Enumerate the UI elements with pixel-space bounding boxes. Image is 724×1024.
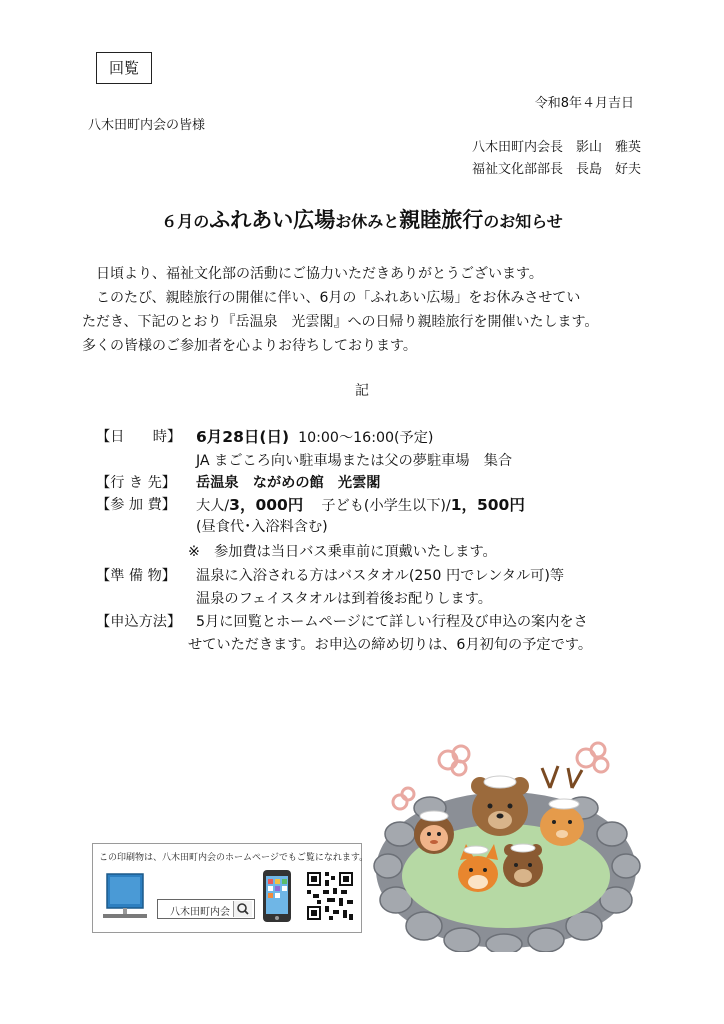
event-time: 10:00〜16:00(予定)	[298, 430, 434, 446]
fee-child: 1，500円	[450, 496, 525, 514]
homepage-notice-box	[92, 843, 369, 933]
detail-row-apply-2	[0, 634, 724, 656]
apply-line: せていただきます。お申込の締め切りは、6月初旬の予定です。	[188, 637, 593, 653]
event-date: 6月28日(日)	[196, 428, 290, 446]
body-line: ただき、下記のとおり『岳温泉 光雲閣』への日帰り親睦旅行を開催いたします。	[82, 314, 599, 330]
detail-label: 【日 時】	[96, 429, 182, 445]
ki-heading: 記	[355, 383, 369, 399]
body-line: このたび、親睦旅行の開催に伴い、6月の「ふれあい広場」をお休みさせてい	[96, 290, 581, 306]
prep-line: 温泉のフェイスタオルは到着後お配りします。	[196, 591, 492, 607]
title-emphasis: 親睦旅行	[399, 208, 484, 232]
title-part: お休みと	[335, 212, 400, 231]
fee-adult: 3，000円	[229, 496, 304, 514]
detail-row-meeting	[0, 450, 724, 472]
qr-code	[305, 870, 355, 922]
greeting-paragraph	[82, 262, 642, 358]
issue-date: 令和8年４月吉日	[534, 96, 634, 111]
computer-icon	[101, 872, 149, 924]
detail-label: 【申込方法】	[96, 614, 182, 630]
detail-label: 【準 備 物】	[96, 568, 176, 584]
title-part: のお知らせ	[483, 212, 563, 231]
fee-note: ※ 参加費は当日バス乗車前に頂戴いたします。	[188, 544, 497, 560]
apply-line: 5月に回覧とホームページにて詳しい行程及び申込の案内をさ	[196, 614, 588, 630]
homepage-notice-text: この印刷物は、八木田町内会のホームページでもご覧になれます。	[99, 853, 369, 863]
meeting-place: JA まごころ向い駐車場または父の夢駐車場 集合	[196, 453, 513, 469]
detail-row-date	[0, 426, 724, 448]
smartphone-icon	[259, 868, 297, 928]
search-button[interactable]	[233, 901, 252, 917]
sender-chairman: 八木田町内会長 影山 雅英	[472, 140, 642, 155]
fee-child-prefix: 子ども(小学生以下)/	[321, 498, 451, 514]
detail-row-destination	[0, 472, 724, 494]
detail-row-apply	[0, 611, 724, 633]
body-line: 多くの皆様のご参加者を心よりお待ちしております。	[82, 338, 417, 354]
destination: 岳温泉 ながめの館 光雲閣	[196, 475, 381, 491]
circulation-label: 回覧	[96, 52, 152, 84]
detail-row-fee	[0, 494, 724, 516]
title-emphasis: ふれあい広場	[209, 208, 336, 232]
addressee: 八木田町内会の皆様	[88, 118, 206, 133]
fee-adult-prefix: 大人/	[196, 498, 230, 514]
detail-row-prep-2	[0, 588, 724, 610]
fee-includes: (昼食代･入浴料含む)	[196, 519, 328, 535]
body-line: 日頃より、福祉文化部の活動にご協力いただきありがとうございます。	[96, 266, 543, 282]
detail-label: 【行 き 先】	[96, 475, 176, 491]
detail-row-fee-includes	[0, 516, 724, 538]
sender-department-head: 福祉文化部部長 長島 好夫	[472, 162, 642, 177]
detail-label: 【参 加 費】	[96, 497, 176, 513]
search-icon	[234, 901, 252, 917]
prep-line: 温泉に入浴される方はバスタオル(250 円でレンタル可)等	[196, 568, 565, 584]
search-box[interactable]	[157, 899, 255, 919]
detail-row-prep	[0, 565, 724, 587]
search-text: 八木田町内会	[170, 907, 230, 918]
page-title	[0, 204, 724, 234]
title-part: ６月の	[161, 212, 210, 231]
onsen-animals-illustration	[372, 738, 642, 952]
